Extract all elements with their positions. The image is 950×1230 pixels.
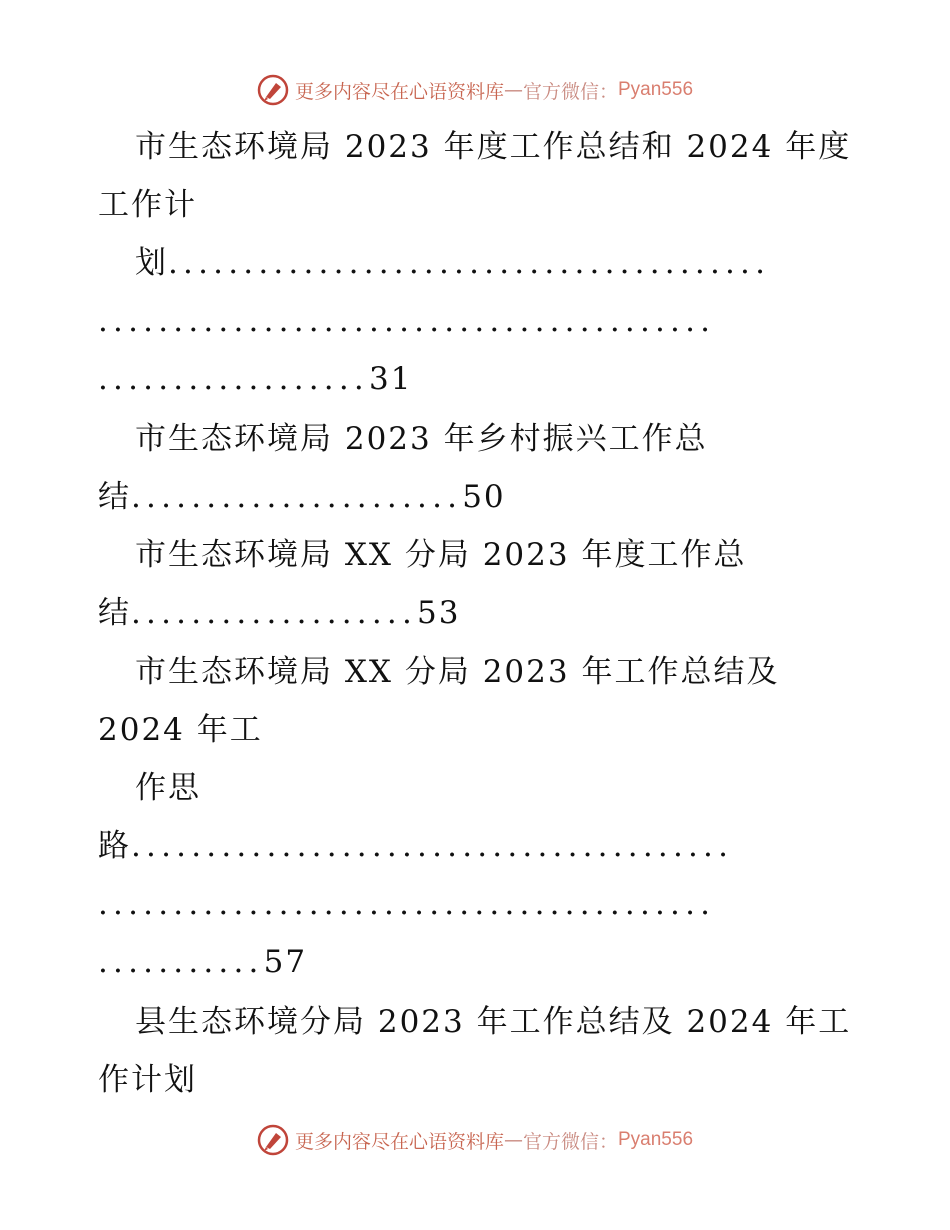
footer-watermark <box>0 1120 950 1160</box>
toc-entry-1-title: 市生态环境局 2023 年度工作总结和 2024 年度 <box>135 129 852 165</box>
dot-leader: ...................... <box>131 479 463 515</box>
pen-nib-logo-icon <box>257 74 289 106</box>
toc-entry-4-title-cont: 2024 年工 <box>98 712 263 748</box>
dot-leader: ........................................ <box>168 245 771 281</box>
toc-entry-1-leader-cont <box>98 299 950 343</box>
dot-leader: ........................................ <box>131 828 734 864</box>
toc-entry-4-page <box>98 940 950 984</box>
toc-entry-5-title-cont: 作计划 <box>98 1062 197 1098</box>
toc-entry-1-leader: 划........................................ <box>135 245 771 281</box>
toc-entry-3-page: 结...................53 <box>98 595 461 631</box>
dot-leader: ......................................... <box>98 886 716 922</box>
page-number: 50 <box>462 479 506 515</box>
watermark-label: 官方微信： <box>522 1130 618 1153</box>
pen-nib-logo-icon <box>257 1124 289 1156</box>
toc-entry-4-title-cont2: 作思 <box>135 770 201 806</box>
toc-entry-1-page <box>98 357 950 401</box>
watermark-wechat-id: Pyan556 <box>618 1129 694 1150</box>
page-number: 57 <box>263 944 308 980</box>
dot-leader: ........... <box>98 944 264 980</box>
dot-leader: ......................................... <box>98 303 716 339</box>
header-watermark <box>0 70 950 110</box>
dot-leader: .................. <box>98 361 369 397</box>
watermark-label: 官方微信： <box>522 80 618 103</box>
watermark-separator: — <box>503 1129 523 1151</box>
page-number: 53 <box>417 595 461 631</box>
watermark-brand: 更多内容尽在心语资料库 <box>294 80 504 103</box>
toc-entry-3-title: 市生态环境局 XX 分局 2023 年度工作总 <box>135 537 747 573</box>
toc-entry-2-page: 结......................50 <box>98 479 506 515</box>
watermark-separator: — <box>503 79 523 101</box>
toc-entry-2-title: 市生态环境局 2023 年乡村振兴工作总 <box>135 421 708 457</box>
watermark-brand: 更多内容尽在心语资料库 <box>294 1130 504 1153</box>
page-number: 31 <box>368 361 413 397</box>
toc-entry-1-title-cont: 工作计 <box>98 187 197 223</box>
watermark-wechat-id: Pyan556 <box>618 79 694 100</box>
toc-entry-4-title: 市生态环境局 XX 分局 2023 年工作总结及 <box>135 654 780 690</box>
toc-entry-5-title: 县生态环境分局 2023 年工作总结及 2024 年工 <box>135 1004 852 1040</box>
toc-entry-4-leader-cont <box>98 882 950 926</box>
toc-entry-4-leader: 路........................................ <box>98 828 734 864</box>
dot-leader: ................... <box>131 595 418 631</box>
